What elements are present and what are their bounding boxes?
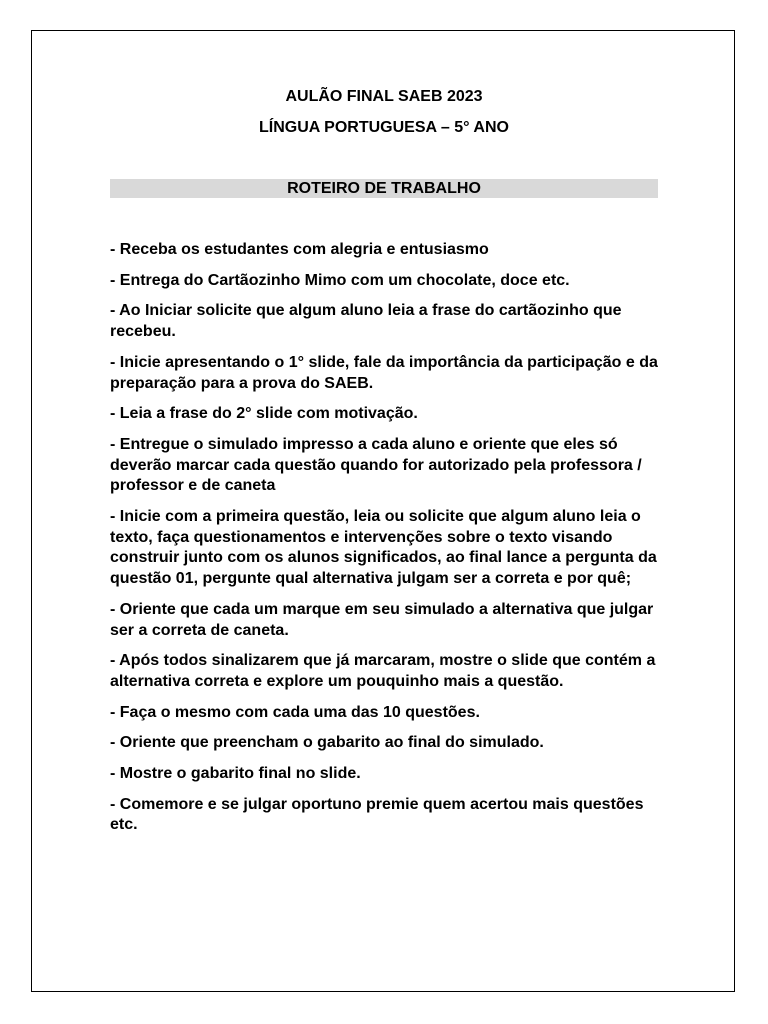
list-item: - Oriente que cada um marque em seu simulado a alternativa que julgar ser a correta de caneta. (110, 600, 654, 639)
list-item: - Inicie apresentando o 1° slide, fale da importância da participação e da preparação para a prova do SAEB. (110, 353, 658, 392)
list-item: - Oriente que preencham o gabarito ao final do simulado. (110, 734, 544, 752)
list-item: - Comemore e se julgar oportuno premie quem acertou mais questões etc. (110, 795, 644, 834)
list-item: - Faça o mesmo com cada uma das 10 questões. (110, 703, 480, 721)
list-item: - Leia a frase do 2° slide com motivação. (110, 405, 418, 423)
document-subtitle: LÍNGUA PORTUGUESA – 5° ANO (259, 119, 509, 136)
list-item: - Entregue o simulado impresso a cada aluno e oriente que eles só deverão marcar cada questão quando for autorizado pela professora / professor e de caneta (110, 435, 642, 495)
section-heading: ROTEIRO DE TRABALHO (110, 179, 658, 198)
list-item: - Receba os estudantes com alegria e entusiasmo (110, 241, 489, 258)
document-title: AULÃO FINAL SAEB 2023 (285, 88, 483, 105)
list-item: - Entrega do Cartãozinho Mimo com um chocolate, doce etc. (110, 271, 570, 289)
instruction-list (110, 240, 670, 846)
list-item: - Após todos sinalizarem que já marcaram, mostre o slide que contém a alternativa correta e explore um pouquinho mais a questão. (110, 652, 656, 690)
list-item: - Inicie com a primeira questão, leia ou solicite que algum aluno leia o texto, faça questionamentos e intervenções sobre o texto visando construir junto com os alunos significados, ao final lance a pergunta da questão 01, pergunte qual alternativa julgam ser a correta e por quê; (110, 508, 657, 588)
list-item: - Ao Iniciar solicite que algum aluno leia a frase do cartãozinho que recebeu. (110, 302, 622, 341)
list-item: - Mostre o gabarito final no slide. (110, 765, 361, 783)
